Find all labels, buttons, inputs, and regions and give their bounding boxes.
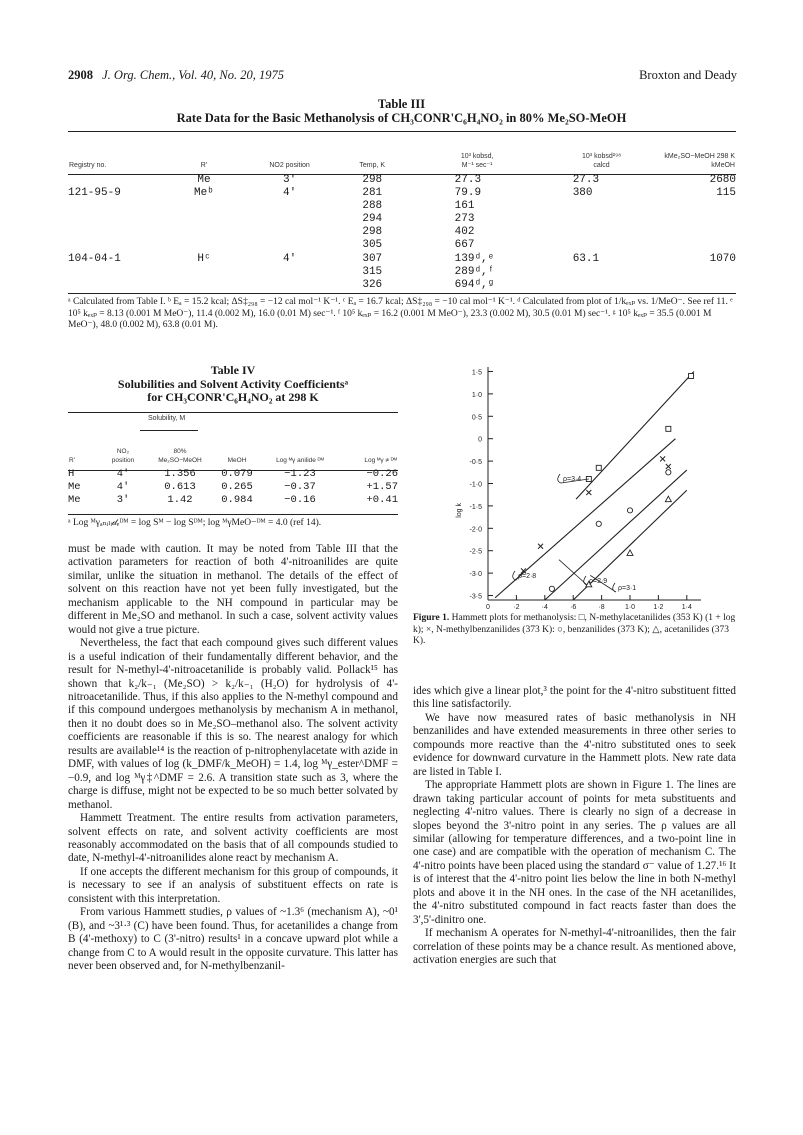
table3-cell-temp: 305 [362, 239, 383, 252]
table3-cell-reg [68, 226, 159, 239]
figure-1-label: Figure 1. [413, 613, 450, 623]
table3-title: Rate Data for the Basic Methanolysis of CH₃CONR'C₆H₄NO₂ in 80% Me₂SO-MeOH [176, 111, 627, 125]
table4-cell-r: Me [68, 481, 81, 493]
right_text-paragraph: The appropriate Hammett plots are shown in Figure 1. The lines are drawn taking particular account of points for meta substituents and neglecting 4'-nitro values. There is clearly no sign of a decrease in slopes beyond the 3'-nitro point in any series. The ρ values are all similar (allowing for temperature differences, and a two-point line in one case) and are compatible with the operation of mechanism C. The 4'-nitro points have been placed using the standard σ⁻ value of 1.27.¹⁶ It is of interest that the 4'-nitro point lies below the line in both N-methyl plots and above it in the NH ones. In the case of the NH acetanilides, the 4'-nitro substituted compound in fact reacts faster than does the 3',5'-dinitro one. [413, 779, 736, 926]
table4-cell-la: −0.16 [284, 494, 316, 506]
table4-row [68, 481, 398, 494]
table3-cell-no2: 3' [282, 174, 297, 186]
running-header-authors: Broxton and Deady [639, 68, 737, 82]
table3-cell-no2 [249, 226, 330, 239]
table4-col-log-anilide: Log ᴹγ anilide ᴰᴹ [276, 457, 324, 464]
table4-col-mix-bot: Me₂SO−MeOH [158, 457, 202, 464]
table4-row [68, 468, 398, 481]
table4-cell-lt: −0.26 [366, 468, 398, 480]
table3-row [68, 266, 736, 279]
table4-cell-no2: 4' [116, 481, 130, 493]
table4-cell-lt: +0.41 [366, 494, 398, 506]
table4-top-rule [68, 412, 398, 413]
table3-cell-r [159, 213, 250, 226]
table3-row [68, 226, 736, 239]
table3-cell-calcd: 63.1 [572, 252, 600, 265]
x-tick-label: 0 [486, 604, 490, 610]
y-tick-label: 1·0 [471, 391, 482, 399]
table3-row [68, 279, 736, 292]
table3-cell-ratio: 1070 [709, 252, 736, 265]
table3-cell-r: Hᶜ [197, 252, 211, 265]
table3-col-calcd [541, 138, 664, 174]
y-tick-label: -2·0 [469, 526, 482, 534]
table4-title-block [68, 364, 398, 405]
rho-label: ρ=2·8 [518, 573, 537, 580]
x-tick-label: 1·0 [624, 604, 636, 610]
table3-cell-r [159, 200, 250, 213]
table3-cell-reg [68, 266, 159, 279]
table3-col-r: R' [200, 162, 208, 169]
table3-cell-ratio [663, 279, 736, 292]
table4-cell-meoh: 0.984 [221, 494, 253, 506]
data-point-square [666, 426, 671, 431]
table3-cell-ratio [663, 200, 736, 213]
data-point-circle [627, 508, 632, 513]
data-point-circle [549, 586, 554, 591]
y-tick-label: -3·0 [469, 571, 482, 579]
table3-cell-ratio [663, 213, 736, 226]
table3-body [68, 174, 736, 292]
data-point-circle [596, 521, 601, 526]
table4-cell-mix: 1.42 [167, 494, 193, 506]
table3-cell-temp: 281 [362, 187, 383, 200]
table4-col-mix [146, 432, 214, 468]
table3-col-ratio-top: kMe₂SO−MeOH 298 K [664, 153, 735, 160]
right_text-paragraph: If mechanism A operates for N-methyl-4'-nitroanilides, then the fair correlation of these points may be a chance result. As mentioned above, activation energies are such that [413, 927, 736, 967]
table4-col-log-ts: Log ᴹγ ≠ ᴰᴹ [364, 457, 397, 464]
table3-cell-ratio: 115 [716, 187, 736, 200]
table3-cell-reg [68, 279, 159, 292]
x-tick-label: 1·4 [681, 604, 692, 610]
table3-cell-r: Meᵇ [194, 187, 214, 200]
table3-cell-r: Me [197, 174, 211, 186]
table3-cell-temp: 307 [362, 252, 383, 265]
table3-cell-calcd [541, 266, 664, 279]
table3-cell-obsd: 139ᵈ,ᵉ [454, 252, 495, 265]
hammett-plot [413, 355, 736, 610]
table3-cell-obsd: 79.9 [454, 187, 482, 200]
table3-cell-ratio [663, 239, 736, 252]
table3-cell-no2 [249, 239, 330, 252]
table3-cell-ratio: 2680 [709, 174, 736, 186]
data-point-x [586, 490, 591, 495]
page-number: 2908 [68, 68, 93, 82]
table4-cell-no2: 4' [116, 468, 130, 480]
y-tick-label: 0·5 [471, 414, 482, 422]
table3-col-calcd-bot: calcd [593, 162, 610, 169]
table3-cell-obsd: 694ᵈ,ᵍ [454, 278, 495, 291]
table3-col-kobsd-top: 10³ kobsd, [460, 153, 494, 160]
table3-number: Table III [377, 97, 426, 111]
table3-col-kobsd [415, 138, 541, 174]
table3-cell-reg: 121-95-9 [68, 187, 121, 200]
table3-cell-calcd [541, 213, 664, 226]
data-point-triangle [665, 496, 671, 502]
figure-1-caption-text: Hammett plots for methanolysis: □, N-methylacetanilides (353 K) (1 + log k); ×, N-methylbenzanilides (373 K): ○, benzanilides (373 K); △, acetanilides (373 K). [413, 613, 736, 646]
data-point-x [666, 464, 671, 469]
y-tick-label: -0·5 [469, 459, 482, 467]
x-tick-label: ·4 [541, 604, 548, 610]
table3-cell-obsd: 402 [454, 226, 475, 239]
table3-row [68, 200, 736, 213]
table4-cell-la: −0.37 [284, 481, 316, 493]
y-tick-label: -3·5 [469, 593, 482, 601]
figure-1 [413, 355, 736, 610]
left_text-paragraph: must be made with caution. It may be noted from Table III that the activation parameters for reaction of both 4'-nitroanilides are quite similar, unlike the situation in methanol. The details of the effect of solvent on this reaction have not yet been fully investigated, but the mechanism applicable to the NH compound in particular may be different in Me₂SO and methanol. In such a case, solvent activity values would not give a true picture. [68, 543, 398, 636]
table3-cell-no2 [249, 213, 330, 226]
left_text-paragraph: Nevertheless, the fact that each compound gives such different values is a useful indication of their fundamentally different behavior, and the result for N-methyl-4'-nitroacetanilide is probably valid. Pollack¹⁵ has shown that k₂/k₋₁ (Me₂SO) > k₂/k₋₁ (H₂O) for hydrolysis of 4'-nitroacetanilide. Thus, if this also applies to the N-methyl compound and if this compound undergoes methanolysis by mechanism A in methanol, then it no doubt does so in Me₂SO–methanol also. The solvent activity coefficients are reasonable if this is so. The nearest analogy for which results are available¹⁴ is the reaction of p-nitrophenylacetate with azide in DMF, with values of log (k_DMF/k_MeOH) = 1.4, log ᴹγ_ester^DMF = −0.9, and log ᴹγ‡^DMF = 2.6. A transition state such as 3, where the charge is diffuse, might not be expected to be so much better solvated by methanol. [68, 637, 398, 811]
rho-label: ρ=3·1 [618, 585, 637, 592]
left_text-paragraph: If one accepts the different mechanism for this group of compounds, it is necessary to see if an analysis of substituent effects on rate is consistent with this interpretation. [68, 865, 398, 905]
table4-cell-la: −1.23 [284, 468, 316, 480]
table3-cell-r [159, 239, 250, 252]
table3-cell-obsd: 667 [454, 239, 475, 252]
data-point-x [538, 544, 543, 549]
data-point-square [689, 373, 694, 378]
table3-cell-no2: 4' [282, 252, 297, 265]
table3-row [68, 213, 736, 226]
left_text-paragraph: From various Hammett studies, ρ values of ~1.3⁶ (mechanism A), ~0¹ (B), and ~3¹·³ (C) have been found. Thus, for acetanilides a change from B (4'-methoxy) to C (3'-nitro) results¹ in a concave upward plot while a change from C to A would result in the opposite curvature. This latter has never been observed and, for N-methylbenzanil- [68, 906, 398, 973]
table3-cell-obsd: 27.3 [454, 174, 482, 186]
y-tick-label: -1·0 [469, 481, 482, 489]
table3-footnotes: ᵃ Calculated from Table I. ᵇ Eₐ = 15.2 kcal; ΔS‡₂₉₈ = −12 cal mol⁻¹ K⁻¹. ᶜ Eₐ = 16.7 kcal; ΔS‡₂₉₈ = −10 cal mol⁻¹ K⁻¹. ᵈ Calculated from plot of 1/kₑₓₚ vs. 1/MeO⁻. See ref 11. ᵉ 10⁵ kₑₓₚ = 8.13 (0.001 M MeO⁻), 11.4 (0.002 M), 16.0 (0.01 M) sec⁻¹. ᶠ 10⁵ kₑₓₚ = 16.2 (0.001 M MeO⁻), 23.3 (0.002 M), 30.5 (0.01 M) sec⁻¹. ᵍ 10⁵ kₑₓₚ = 35.5 (0.001 M MeO⁻), 48.0 (0.002 M), 63.8 (0.01 M). [68, 297, 733, 330]
table3-col-registry: Registry no. [69, 162, 107, 169]
table3-cell-r [159, 266, 250, 279]
table3-title-block [0, 97, 803, 125]
table4-col-no2-top: NO₂ [116, 448, 130, 455]
right-column-text [413, 685, 736, 968]
table3-cell-calcd [541, 279, 664, 292]
table3-cell-r [159, 279, 250, 292]
data-point-triangle [627, 550, 633, 556]
table3-cell-reg [68, 200, 159, 213]
table3-top-rule [68, 131, 736, 132]
table3-cell-no2 [249, 200, 330, 213]
table3 [68, 138, 736, 292]
table4-cell-meoh: 0.265 [221, 481, 253, 493]
running-header-left [68, 68, 284, 83]
table4-number: Table IV [210, 363, 256, 377]
table3-cell-r [159, 226, 250, 239]
x-tick-label: 1·2 [653, 604, 664, 610]
table3-cell-obsd: 161 [454, 200, 475, 213]
table3-cell-temp: 298 [362, 174, 383, 186]
table3-cell-temp: 326 [362, 278, 383, 291]
table4-col-no2 [100, 432, 146, 468]
table3-row [68, 187, 736, 200]
x-tick-label: ·6 [570, 604, 577, 610]
table4-title-line2: for CH₃CONR'C₆H₄NO₂ at 298 K [147, 390, 319, 404]
table3-cell-reg: 104-04-1 [68, 252, 121, 265]
rho-label: ρ=3·4 [563, 476, 582, 483]
right_text-paragraph: ides which give a linear plot,³ the point for the 4'-nitro substituent fitted this line satisfactorily. [413, 685, 736, 711]
data-point-square [596, 465, 601, 470]
table4-col-r: R' [69, 457, 75, 464]
table3-cell-calcd [541, 200, 664, 213]
left_text-paragraph: Hammett Treatment. The entire results from activation parameters, solvent effects on rate, and solvent activity coefficients are most reasonably accommodated on the basis that of all compounds studied to date, N-methyl-4'-nitroanilides alone react by mechanism A. [68, 812, 398, 865]
table3-row [68, 174, 736, 187]
table4 [68, 432, 398, 507]
table3-cell-reg [68, 174, 159, 187]
table3-cell-calcd: 27.3 [572, 174, 600, 186]
rho-leader [559, 560, 587, 585]
y-tick-label: -2·5 [469, 548, 482, 556]
table3-col-temp: Temp, K [359, 162, 386, 169]
table3-cell-temp: 294 [362, 213, 383, 226]
y-axis-label: log k [456, 502, 463, 518]
table3-cell-calcd: 380 [572, 187, 593, 200]
table4-col-meoh: MeOH [227, 457, 247, 464]
table3-col-no2: NO2 position [269, 162, 310, 169]
table4-bottom-rule [68, 514, 398, 515]
right_text-paragraph: We have now measured rates of basic methanolysis in NH benzanilides and have extended measurements in three other series to compounds more reactive than the 4'-nitro substituted ones to seek evidence for downward curvature in the Hammett plots. New rate data are listed in Table I. [413, 711, 736, 778]
figure-1-caption [413, 613, 736, 648]
y-tick-label: -1·5 [469, 503, 482, 511]
table3-cell-ratio [663, 266, 736, 279]
journal-citation: J. Org. Chem., Vol. 40, No. 20, 1975 [102, 68, 284, 82]
table4-solubility-label: Solubility, M [148, 415, 186, 422]
table3-col-ratio-bot: kMeOH [711, 162, 735, 169]
y-tick-label: 0 [478, 436, 482, 444]
table4-title-line1: Solubilities and Solvent Activity Coefficientsᵃ [117, 376, 349, 391]
table4-body [68, 468, 398, 507]
table3-bottom-rule [68, 293, 736, 294]
table3-cell-obsd: 289ᵈ,ᶠ [454, 265, 495, 278]
table3-cell-temp: 298 [362, 226, 383, 239]
table4-cell-r: H [68, 468, 75, 480]
table3-cell-reg [68, 239, 159, 252]
table3-cell-ratio [663, 226, 736, 239]
table3-row [68, 239, 736, 252]
table3-cell-calcd [541, 226, 664, 239]
y-tick-label: 1·5 [471, 369, 482, 377]
table3-cell-no2 [249, 266, 330, 279]
table3-cell-reg [68, 213, 159, 226]
table3-cell-calcd [541, 239, 664, 252]
table3-cell-temp: 315 [362, 265, 383, 278]
table4-cell-meoh: 0.079 [221, 468, 253, 480]
rho-label: ρ=2·9 [589, 578, 608, 585]
table3-cell-obsd: 273 [454, 213, 475, 226]
table3-cell-temp: 288 [362, 200, 383, 213]
table4-footnote: ᵃ Log ᴹγₐₙᵢₗᵢ𝒹ₑᴰᴹ = log Sᴹ − log Sᴰᴹ; log ᴹγMeO−ᴰᴹ = 4.0 (ref 14). [68, 518, 322, 528]
table4-cell-no2: 3' [116, 494, 130, 506]
table4-cell-mix: 1.356 [164, 468, 196, 480]
table3-col-kobsd-bot: M⁻¹ sec⁻¹ [461, 162, 493, 169]
data-point-circle [666, 470, 671, 475]
table3-col-calcd-top: 10³ kobsd²⁹⁸ [582, 153, 622, 160]
table4-cell-lt: +1.57 [366, 481, 398, 493]
table4-solubility-rule [140, 430, 198, 431]
table4-col-no2-bot: position [111, 457, 135, 464]
table3-row [68, 253, 736, 266]
table3-col-ratio [663, 138, 736, 174]
left-column-text [68, 543, 398, 974]
x-tick-label: ·2 [513, 604, 520, 610]
x-tick-label: ·8 [598, 604, 605, 610]
table4-row [68, 494, 398, 507]
table4-col-mix-top: 80% [173, 448, 187, 455]
table4-cell-mix: 0.613 [164, 481, 196, 493]
table3-cell-no2 [249, 279, 330, 292]
table4-cell-r: Me [68, 494, 81, 506]
table3-cell-no2: 4' [282, 187, 297, 200]
data-point-x [660, 456, 665, 461]
